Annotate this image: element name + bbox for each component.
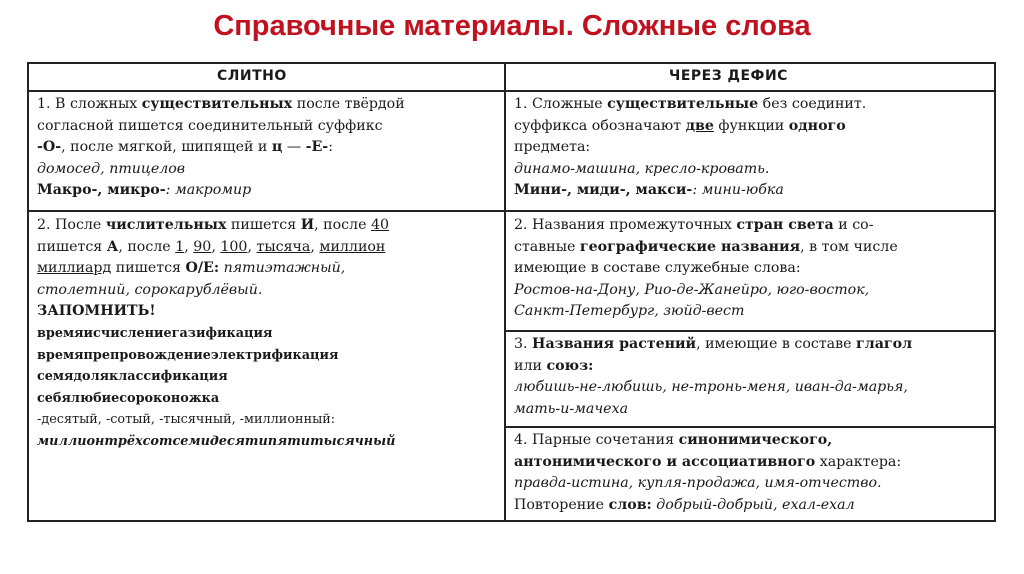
header-left: СЛИТНО: [217, 68, 287, 84]
column-divider: [504, 64, 506, 520]
header-right: ЧЕРЕЗ ДЕФИС: [669, 68, 788, 84]
right-cell-4: 4. Парные сочетания синонимического, антонимического и ассоциативного характера: правда-истина, купля-продажа, имя-отчество. Повторение слов: добрый-добрый, ехал-ехал: [514, 432, 902, 513]
left-cell-2: 2. После числительных пишется И, после 40 пишется А, после 1, 90, 100, тысяча, миллион миллиард пишется О/Е: пятиэтажный, столетний, сорокарублёвый. ЗАПОМНИТЬ! времяисчислениегазификация времяпрепровождениеэлектрификация семядоляклассификация себялюбиесороконожка -десятый, -сотый, -тысячный, -миллионный: миллионтрёхсотсемидесятипятитысячный: [37, 217, 396, 449]
left-cell-1: 1. В сложных существительных после твёрдой согласной пишется соединительный суффикс -О-, после мягкой, шипящей и ц — -Е-: домосед, птицелов Макро-, микро-: макромир: [37, 96, 405, 199]
right-cell-2: 2. Названия промежуточных стран света и со- ставные географические названия, в том числе имеющие в составе служебные слова: Ростов-на-Дону, Рио-де-Жанейро, юго-восток, Санкт-Петербург, зюйд-вест: [514, 217, 898, 320]
right-cell-3: 3. Названия растений, имеющие в составе глагол или союз: любишь-не-любишь, не-тронь-меня, иван-да-марья, мать-и-мачеха: [514, 336, 913, 417]
right-row-divider-3: [506, 426, 996, 428]
slide-title: Справочные материалы. Сложные слова: [213, 10, 811, 42]
reference-table: [27, 62, 996, 522]
right-cell-1: 1. Сложные существительные без соединит. суффикса обозначают две функции одного предмета: динамо-машина, кресло-кровать. Мини-, миди-, макси-: мини-юбка: [514, 96, 867, 199]
left-row-divider: [29, 210, 504, 212]
table-header-row: [29, 64, 994, 92]
right-row-divider-2: [506, 330, 996, 332]
right-row-divider-1: [506, 210, 996, 212]
